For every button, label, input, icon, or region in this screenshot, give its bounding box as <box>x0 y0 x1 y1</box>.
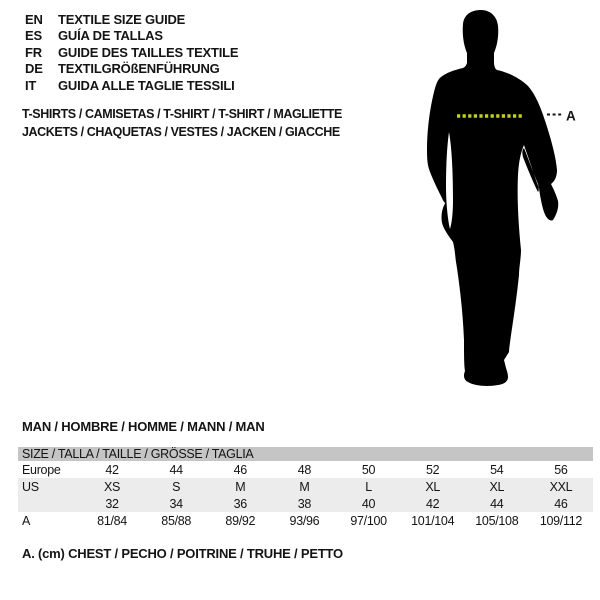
category-line-jackets: JACKETS / CHAQUETAS / VESTES / JACKEN / GIACCHE <box>22 124 340 139</box>
section-title-man: MAN / HOMBRE / HOMME / MANN / MAN <box>22 419 265 434</box>
measurement-label-a: A <box>566 108 576 124</box>
language-label: GUIDE DES TAILLES TEXTILE <box>58 44 239 60</box>
table-cell: 56 <box>554 462 568 477</box>
row-label: US <box>22 479 39 494</box>
table-cell: 44 <box>490 496 504 511</box>
language-code: FR <box>25 44 42 60</box>
table-cell: M <box>299 479 310 494</box>
table-cell: 85/88 <box>161 513 192 528</box>
table-row-europe <box>18 461 593 478</box>
table-cell: 44 <box>169 462 183 477</box>
size-table <box>18 447 593 529</box>
table-cell: 52 <box>426 462 440 477</box>
table-cell: S <box>172 479 181 494</box>
language-code: IT <box>25 77 37 93</box>
table-cell: 81/84 <box>97 513 127 528</box>
size-table-header-row <box>18 447 593 461</box>
category-line-tshirts: T-SHIRTS / CAMISETAS / T-SHIRT / T-SHIRT / MAGLIETTE <box>22 107 342 121</box>
table-row-a-chest <box>18 512 593 529</box>
language-label: GUIDA ALLE TAGLIE TESSILI <box>58 77 235 93</box>
row-label: Europe <box>22 462 61 477</box>
table-cell: 42 <box>426 496 440 511</box>
table-cell: M <box>235 479 246 494</box>
table-cell: 97/100 <box>350 513 387 528</box>
table-cell: XL <box>425 479 441 494</box>
language-label: TEXTILE SIZE GUIDE <box>58 12 186 27</box>
row-label: A <box>22 513 31 528</box>
row-label <box>18 495 80 512</box>
table-cell: 54 <box>490 462 504 477</box>
language-code: DE <box>25 61 43 77</box>
table-cell: 40 <box>361 496 376 511</box>
language-row-de <box>25 61 238 77</box>
language-row-fr <box>25 45 238 61</box>
table-row-us-numeric <box>18 495 593 512</box>
table-cell: XL <box>489 479 505 494</box>
table-row-us <box>18 478 593 495</box>
table-cell: 48 <box>297 462 312 477</box>
language-code: ES <box>25 28 42 44</box>
table-cell: XXL <box>549 479 573 494</box>
language-row-it <box>25 78 238 94</box>
table-cell: 93/96 <box>289 513 320 528</box>
table-cell: L <box>365 479 372 494</box>
man-silhouette-svg <box>410 0 600 395</box>
size-table-header: SIZE / TALLA / TAILLE / GRÖSSE / TAGLIA <box>18 447 593 461</box>
table-cell: 36 <box>233 496 247 511</box>
table-cell: 46 <box>554 496 568 511</box>
table-cell: 32 <box>105 496 119 511</box>
garment-categories <box>22 106 342 141</box>
language-label: GUÍA DE TALLAS <box>58 28 163 44</box>
language-label: TEXTILGRÖßENFÜHRUNG <box>58 61 220 77</box>
man-silhouette-figure <box>410 0 600 395</box>
table-cell: 50 <box>361 462 376 477</box>
table-cell: 105/108 <box>475 513 519 528</box>
table-cell: 109/112 <box>539 513 583 528</box>
table-cell: 46 <box>233 462 247 477</box>
language-list <box>25 12 238 94</box>
language-row-es <box>25 28 238 44</box>
table-cell: XS <box>104 479 121 494</box>
language-row-en <box>25 12 238 28</box>
language-code: EN <box>25 12 43 27</box>
table-cell: 42 <box>105 462 119 477</box>
table-cell: 101/104 <box>411 513 455 528</box>
man-silhouette-shape <box>427 10 558 386</box>
table-cell: 89/92 <box>225 513 256 528</box>
measurement-footnote: A. (cm) CHEST / PECHO / POITRINE / TRUHE / PETTO <box>22 546 343 561</box>
table-cell: 34 <box>169 496 183 511</box>
table-cell: 38 <box>297 496 312 511</box>
